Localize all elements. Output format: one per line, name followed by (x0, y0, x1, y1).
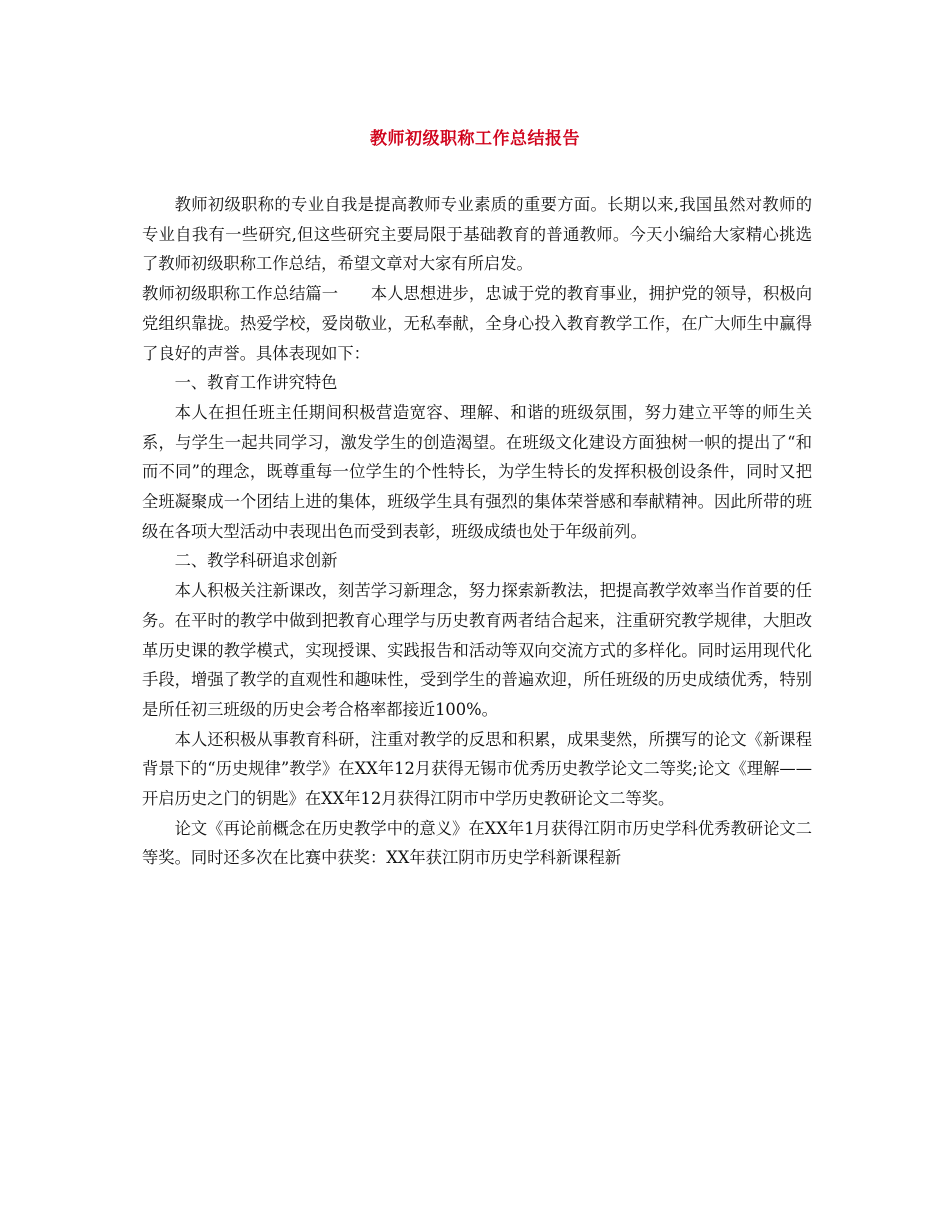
document-body (142, 190, 812, 873)
paragraph-awards: 论文《再论前概念在历史教学中的意义》在XX年1月获得江阴市历史学科优秀教研论文二等奖。同时还多次在比赛中获奖：XX年获江阴市历史学科新课程新 (142, 818, 812, 868)
document-title: 教师初级职称工作总结报告 (370, 129, 580, 149)
paragraph-class-management: 本人在担任班主任期间积极营造宽容、理解、和谐的班级氛围，努力建立平等的师生关系，与学生一起共同学习，激发学生的创造渴望。在班级文化建设方面独树一帜的提出了“和而不同”的理念，既尊重每一位学生的个性特长，为学生特长的发挥积极创设条件，同时又把全班凝聚成一个团结上进的集体，班级学生具有强烈的集体荣誉感和奉献精神。因此所带的班级在各项大型活动中表现出色而受到表彰，班级成绩也处于年级前列。 (142, 402, 812, 541)
subheading-teaching-research: 二、教学科研追求创新 (174, 551, 338, 571)
subheading-education-work: 一、教育工作讲究特色 (174, 373, 338, 393)
paragraph-intro: 教师初级职称的专业自我是提高教师专业素质的重要方面。长期以来,我国虽然对教师的专业自我有一些研究,但这些研究主要局限于基础教育的普通教师。今天小编给大家精心挑选了教师初级职称工作总结，希望文章对大家有所启发。 (142, 195, 812, 274)
paragraph-teaching-reform: 本人积极关注新课改，刻苦学习新理念，努力探索新教法，把提高教学效率当作首要的任务。在平时的教学中做到把教育心理学与历史教育两者结合起来，注重研究教学规律，大胆改革历史课的教学模式，实现授课、实践报告和活动等双向交流方式的多样化。同时运用现代化手段，增强了教学的直观性和趣味性，受到学生的普遍欢迎，所任班级的历史成绩优秀，特别是所任初三班级的历史会考合格率都接近100%。 (142, 581, 812, 719)
paragraph-section-one-heading: 教师初级职称工作总结篇一 本人思想进步，忠诚于党的教育事业，拥护党的领导，积极向党组织靠拢。热爱学校，爱岗敬业，无私奉献，全身心投入教育教学工作，在广大师生中赢得了良好的声誉。具体表现如下： (142, 284, 812, 363)
paragraph-research-papers: 本人还积极从事教育科研，注重对教学的反思和积累，成果斐然，所撰写的论文《新课程背景下的“历史规律”教学》在XX年12月获得无锡市优秀历史教学论文二等奖;论文《理解——开启历史之门的钥匙》在XX年12月获得江阴市中学历史教研论文二等奖。 (142, 729, 812, 809)
